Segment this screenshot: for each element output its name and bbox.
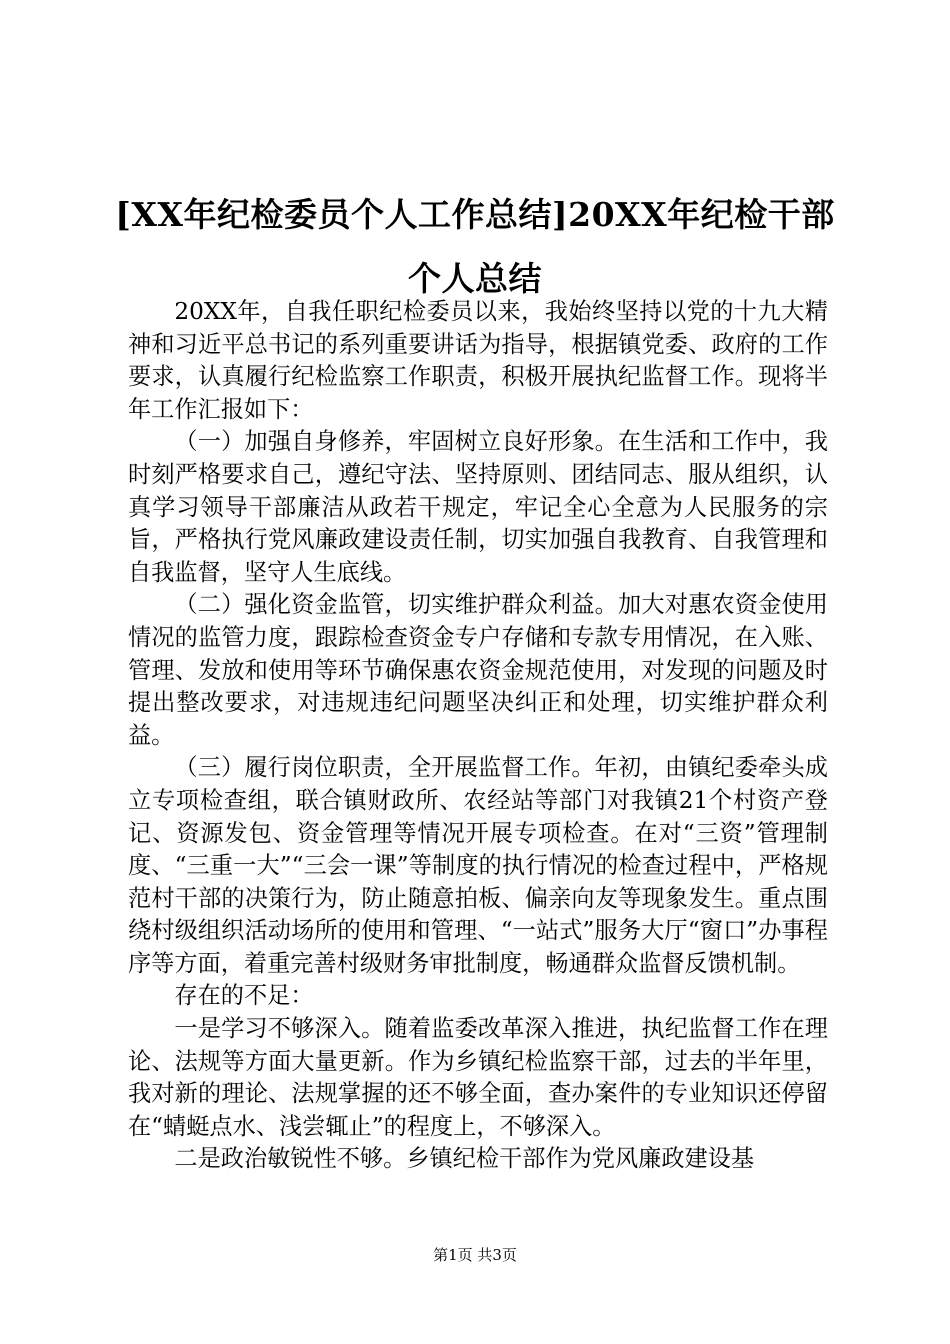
paragraph-section-1: （一）加强自身修养，牢固树立良好形象。在生活和工作中，我时刻严格要求自己，遵纪守法、坚持原则、团结同志、服从组织，认真学习领导干部廉洁从政若干规定，牢记全心全意为人民服务的宗旨，严格执行党风廉政建设责任制，切实加强自我教育、自我管理和自我监督，坚守人生底线。 (128, 428, 828, 586)
paragraph-intro: 20XX年，自我任职纪检委员以来，我始终坚持以党的十九大精神和习近平总书记的系列重要讲话为指导，根据镇党委、政府的工作要求，认真履行纪检监察工作职责，积极开展执纪监督工作。现将半年工作汇报如下： (128, 298, 828, 423)
page-footer: 第1页 共3页 (433, 1246, 517, 1264)
paragraph-shortcoming-1: 一是学习不够深入。随着监委改革深入推进，执纪监督工作在理论、法规等方面大量更新。作为乡镇纪检监察干部，过去的半年里，我对新的理论、法规掌握的还不够全面，查办案件的专业知识还停留在“蜻蜓点水、浅尝辄止”的程度上，不够深入。 (128, 1015, 828, 1140)
paragraph-shortcoming-2: 二是政治敏锐性不够。乡镇纪检干部作为党风廉政建设基 (174, 1145, 755, 1173)
paragraph-shortcomings-heading: 存在的不足： (174, 982, 314, 1010)
document-title: [XX年纪检委员个人工作总结]20XX年纪检干部个人总结 (115, 195, 835, 298)
paragraph-section-3: （三）履行岗位职责，全开展监督工作。年初，由镇纪委牵头成立专项检查组，联合镇财政所、农经站等部门对我镇21个村资产登记、资源发包、资金管理等情况开展专项检查。在对“三资”管理制度、“三重一大”“三会一课”等制度的执行情况的检查过程中，严格规范村干部的决策行为，防止随意拍板、偏亲向友等现象发生。重点围绕村级组织活动场所的使用和管理、“一站式”服务大厅“窗口”办事程序等方面，着重完善村级财务审批制度，畅通群众监督反馈机制。 (128, 754, 828, 977)
document-body (128, 296, 828, 1176)
paragraph-section-2: （二）强化资金监管，切实维护群众利益。加大对惠农资金使用情况的监管力度，跟踪检查资金专户存储和专款专用情况，在入账、管理、发放和使用等环节确保惠农资金规范使用，对发现的问题及时提出整改要求，对违规违纪问题坚决纠正和处理，切实维护群众利益。 (128, 591, 828, 749)
